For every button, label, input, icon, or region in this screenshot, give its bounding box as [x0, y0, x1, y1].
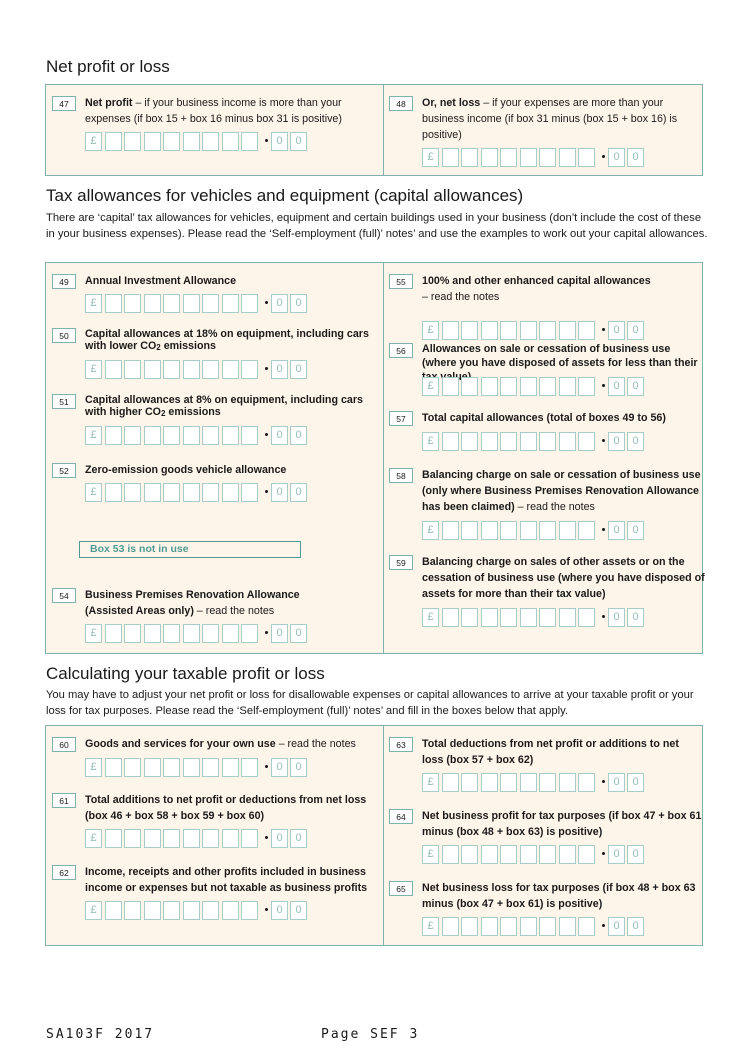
- pence-digit-cell[interactable]: 0: [271, 294, 288, 313]
- pounds-digit-cell[interactable]: [144, 758, 161, 777]
- pounds-digit-cell[interactable]: [461, 608, 478, 627]
- pounds-digit-cell[interactable]: [105, 758, 122, 777]
- pounds-digit-cell[interactable]: [500, 521, 517, 540]
- panel-capital-allowances: [45, 262, 703, 654]
- pounds-digit-cell[interactable]: [241, 901, 258, 920]
- pounds-digit-cell[interactable]: [105, 426, 122, 445]
- pounds-digit-cell[interactable]: [461, 321, 478, 340]
- box-number: 64: [389, 809, 413, 824]
- box-label: Total additions to net profit or deductions from net loss (box 46 + box 58 + box 59 + box 60): [85, 794, 367, 822]
- form-reference: SA103F 2017: [46, 1027, 155, 1042]
- pounds-digit-cell[interactable]: [442, 773, 459, 792]
- pounds-digit-cell[interactable]: [461, 845, 478, 864]
- pounds-digit-cell[interactable]: [442, 521, 459, 540]
- decimal-point: [265, 490, 268, 493]
- pounds-digit-cell[interactable]: [481, 377, 498, 396]
- pence-digit-cell[interactable]: 0: [271, 758, 288, 777]
- pounds-digit-cell[interactable]: [500, 917, 517, 936]
- pounds-digit-cell[interactable]: [163, 758, 180, 777]
- pounds-digit-cell[interactable]: [578, 773, 595, 792]
- box-label: Capital allowances at 8% on equipment, including cars with higher $CO_2$ emissions: [85, 394, 363, 418]
- pounds-digit-cell[interactable]: [124, 426, 141, 445]
- pence-digit-cell[interactable]: 0: [627, 321, 644, 340]
- decimal-point: [265, 301, 268, 304]
- pounds-digit-cell[interactable]: [539, 521, 556, 540]
- pounds-digit-cell[interactable]: [222, 360, 239, 379]
- pence-digit-cell[interactable]: 0: [290, 294, 307, 313]
- pounds-digit-cell[interactable]: [241, 132, 258, 151]
- decimal-point: [602, 615, 605, 618]
- pounds-digit-cell[interactable]: [124, 624, 141, 643]
- pounds-digit-cell[interactable]: [105, 901, 122, 920]
- pounds-digit-cell[interactable]: [539, 845, 556, 864]
- pence-digit-cell[interactable]: 0: [608, 377, 625, 396]
- pounds-digit-cell[interactable]: [520, 377, 537, 396]
- pound-sign-cell[interactable]: £: [422, 148, 439, 167]
- pounds-digit-cell[interactable]: [559, 377, 576, 396]
- pounds-digit-cell[interactable]: [163, 294, 180, 313]
- page-number: Page SEF 3: [321, 1027, 420, 1042]
- pence-digit-cell[interactable]: 0: [608, 845, 625, 864]
- pounds-digit-cell[interactable]: [241, 624, 258, 643]
- pounds-digit-cell[interactable]: [559, 432, 576, 451]
- pounds-digit-cell[interactable]: [183, 758, 200, 777]
- pounds-digit-cell[interactable]: [202, 360, 219, 379]
- section-heading-net-profit: Net profit or loss: [46, 57, 170, 76]
- pounds-digit-cell[interactable]: [124, 360, 141, 379]
- box-number: 47: [52, 96, 76, 111]
- pence-digit-cell[interactable]: 0: [608, 432, 625, 451]
- pence-digit-cell[interactable]: 0: [627, 773, 644, 792]
- pounds-digit-cell[interactable]: [500, 432, 517, 451]
- box-number: 57: [389, 411, 413, 426]
- box-label: Net business profit for tax purposes (if box 47 + box 61 minus (box 48 + box 63) is positive): [422, 810, 702, 838]
- pounds-digit-cell[interactable]: [578, 432, 595, 451]
- pounds-digit-cell[interactable]: [481, 773, 498, 792]
- pounds-digit-cell[interactable]: [222, 426, 239, 445]
- pounds-digit-cell[interactable]: [202, 829, 219, 848]
- pounds-digit-cell[interactable]: [202, 624, 219, 643]
- pounds-digit-cell[interactable]: [163, 483, 180, 502]
- box-number: 51: [52, 394, 76, 409]
- pounds-digit-cell[interactable]: [461, 521, 478, 540]
- pounds-digit-cell[interactable]: [163, 426, 180, 445]
- pounds-digit-cell[interactable]: [520, 521, 537, 540]
- pounds-digit-cell[interactable]: [500, 321, 517, 340]
- pounds-digit-cell[interactable]: [481, 521, 498, 540]
- pence-digit-cell[interactable]: 0: [290, 758, 307, 777]
- pounds-digit-cell[interactable]: [144, 624, 161, 643]
- pounds-digit-cell[interactable]: [442, 321, 459, 340]
- pence-digit-cell[interactable]: 0: [290, 132, 307, 151]
- pounds-digit-cell[interactable]: [578, 521, 595, 540]
- pounds-digit-cell[interactable]: [222, 624, 239, 643]
- pounds-digit-cell[interactable]: [520, 773, 537, 792]
- box-label: Total capital allowances (total of boxes 49 to 56): [422, 412, 666, 424]
- pounds-digit-cell[interactable]: [520, 432, 537, 451]
- pounds-digit-cell[interactable]: [183, 360, 200, 379]
- column-divider: [383, 726, 384, 945]
- box-label: Zero-emission goods vehicle allowance: [85, 464, 287, 476]
- pound-sign-cell[interactable]: £: [85, 901, 102, 920]
- pence-digit-cell[interactable]: 0: [271, 360, 288, 379]
- pounds-digit-cell[interactable]: [222, 758, 239, 777]
- pound-sign-cell[interactable]: £: [422, 917, 439, 936]
- pound-sign-cell[interactable]: £: [85, 426, 102, 445]
- box-number: 55: [389, 274, 413, 289]
- box-number: 62: [52, 865, 76, 880]
- pounds-digit-cell[interactable]: [124, 758, 141, 777]
- pound-sign-cell[interactable]: £: [85, 360, 102, 379]
- pounds-digit-cell[interactable]: [461, 148, 478, 167]
- decimal-point: [602, 155, 605, 158]
- pounds-digit-cell[interactable]: [461, 917, 478, 936]
- decimal-point: [602, 780, 605, 783]
- pounds-digit-cell[interactable]: [442, 148, 459, 167]
- pounds-digit-cell[interactable]: [105, 294, 122, 313]
- pounds-digit-cell[interactable]: [105, 132, 122, 151]
- box-number: 49: [52, 274, 76, 289]
- pounds-digit-cell[interactable]: [539, 773, 556, 792]
- decimal-point: [265, 433, 268, 436]
- pound-sign-cell[interactable]: £: [422, 432, 439, 451]
- pounds-digit-cell[interactable]: [500, 608, 517, 627]
- pounds-digit-cell[interactable]: [539, 321, 556, 340]
- pounds-digit-cell[interactable]: [183, 294, 200, 313]
- pounds-digit-cell[interactable]: [442, 377, 459, 396]
- pounds-digit-cell[interactable]: [222, 483, 239, 502]
- pounds-digit-cell[interactable]: [124, 829, 141, 848]
- pounds-digit-cell[interactable]: [500, 148, 517, 167]
- pounds-digit-cell[interactable]: [163, 624, 180, 643]
- pence-digit-cell[interactable]: 0: [608, 917, 625, 936]
- pound-sign-cell[interactable]: £: [422, 321, 439, 340]
- pounds-digit-cell[interactable]: [578, 148, 595, 167]
- pounds-digit-cell[interactable]: [202, 426, 219, 445]
- pounds-digit-cell[interactable]: [481, 321, 498, 340]
- box-number: 48: [389, 96, 413, 111]
- decimal-point: [602, 384, 605, 387]
- pounds-digit-cell[interactable]: [461, 773, 478, 792]
- pence-digit-cell[interactable]: 0: [271, 624, 288, 643]
- pounds-digit-cell[interactable]: [500, 773, 517, 792]
- pence-digit-cell[interactable]: 0: [627, 432, 644, 451]
- pounds-digit-cell[interactable]: [144, 483, 161, 502]
- box-number: 61: [52, 793, 76, 808]
- pounds-digit-cell[interactable]: [559, 521, 576, 540]
- section-heading-capital-allowances: Tax allowances for vehicles and equipment (capital allowances): [46, 186, 524, 205]
- pounds-digit-cell[interactable]: [124, 901, 141, 920]
- box-label: Capital allowances at 18% on equipment, including cars with lower $CO_2$ emissions: [85, 328, 369, 352]
- pence-digit-cell[interactable]: 0: [608, 608, 625, 627]
- box-label: Income, receipts and other profits included in business income or expenses but not taxable as business profits: [85, 866, 368, 894]
- pounds-digit-cell[interactable]: [539, 917, 556, 936]
- pounds-digit-cell[interactable]: [461, 377, 478, 396]
- box-number: 60: [52, 737, 76, 752]
- pounds-digit-cell[interactable]: [241, 360, 258, 379]
- pounds-digit-cell[interactable]: [202, 294, 219, 313]
- pounds-digit-cell[interactable]: [105, 624, 122, 643]
- pounds-digit-cell[interactable]: [241, 294, 258, 313]
- pounds-digit-cell[interactable]: [202, 483, 219, 502]
- pounds-digit-cell[interactable]: [481, 845, 498, 864]
- decimal-point: [265, 139, 268, 142]
- pound-sign-cell[interactable]: £: [422, 608, 439, 627]
- pounds-digit-cell[interactable]: [539, 377, 556, 396]
- pounds-digit-cell[interactable]: [559, 773, 576, 792]
- pounds-digit-cell[interactable]: [144, 829, 161, 848]
- panel-net-profit: [45, 84, 703, 176]
- box-label: Balancing charge on sale or cessation of business use (only where Business Premises Renovation Allowance has been claimed) – read the notes: [422, 469, 701, 513]
- pence-digit-cell[interactable]: 0: [608, 148, 625, 167]
- pence-digit-cell[interactable]: 0: [290, 624, 307, 643]
- pounds-digit-cell[interactable]: [481, 432, 498, 451]
- pounds-digit-cell[interactable]: [144, 294, 161, 313]
- pounds-digit-cell[interactable]: [144, 360, 161, 379]
- pound-sign-cell[interactable]: £: [422, 521, 439, 540]
- pounds-digit-cell[interactable]: [578, 608, 595, 627]
- pounds-digit-cell[interactable]: [105, 360, 122, 379]
- pence-digit-cell[interactable]: 0: [608, 521, 625, 540]
- decimal-point: [602, 528, 605, 531]
- box-label: 100% and other enhanced capital allowances – read the notes: [422, 275, 651, 303]
- pound-sign-cell[interactable]: £: [85, 132, 102, 151]
- pounds-digit-cell[interactable]: [481, 608, 498, 627]
- box-label: Allowances on sale or cessation of business use (where you have disposed of assets for less than their: [422, 343, 698, 369]
- pounds-digit-cell[interactable]: [124, 483, 141, 502]
- pence-digit-cell[interactable]: 0: [608, 773, 625, 792]
- pounds-digit-cell[interactable]: [539, 608, 556, 627]
- box-number: 50: [52, 328, 76, 343]
- pence-digit-cell[interactable]: 0: [290, 483, 307, 502]
- pounds-digit-cell[interactable]: [481, 148, 498, 167]
- pounds-digit-cell[interactable]: [202, 758, 219, 777]
- pounds-digit-cell[interactable]: [442, 845, 459, 864]
- pound-sign-cell[interactable]: £: [85, 624, 102, 643]
- pounds-digit-cell[interactable]: [442, 917, 459, 936]
- box-number: 63: [389, 737, 413, 752]
- pounds-digit-cell[interactable]: [578, 845, 595, 864]
- pounds-digit-cell[interactable]: [144, 132, 161, 151]
- pence-digit-cell[interactable]: 0: [271, 483, 288, 502]
- pounds-digit-cell[interactable]: [144, 901, 161, 920]
- decimal-point: [265, 367, 268, 370]
- pound-sign-cell[interactable]: £: [85, 483, 102, 502]
- decimal-point: [602, 852, 605, 855]
- pounds-digit-cell[interactable]: [222, 132, 239, 151]
- panel-taxable-profit: [45, 725, 703, 946]
- section-heading-taxable-profit: Calculating your taxable profit or loss: [46, 664, 325, 683]
- box-label: Net profit – if your business income is more than your expenses (if box 15 + box 16 minus box 31 is positive): [85, 97, 342, 125]
- pounds-digit-cell[interactable]: [124, 294, 141, 313]
- box-number: 58: [389, 468, 413, 483]
- pounds-digit-cell[interactable]: [124, 132, 141, 151]
- box-number: 56: [389, 343, 413, 358]
- column-divider: [383, 263, 384, 653]
- box-label: Annual Investment Allowance: [85, 275, 237, 287]
- pound-sign-cell[interactable]: £: [85, 758, 102, 777]
- box-label: Business Premises Renovation Allowance (Assisted Areas only) – read the notes: [85, 589, 300, 617]
- pounds-digit-cell[interactable]: [222, 829, 239, 848]
- pounds-digit-cell[interactable]: [500, 845, 517, 864]
- pounds-digit-cell[interactable]: [222, 901, 239, 920]
- pounds-digit-cell[interactable]: [520, 321, 537, 340]
- pounds-digit-cell[interactable]: [578, 321, 595, 340]
- pence-digit-cell[interactable]: 0: [271, 829, 288, 848]
- pounds-digit-cell[interactable]: [578, 917, 595, 936]
- pounds-digit-cell[interactable]: [559, 608, 576, 627]
- pounds-digit-cell[interactable]: [461, 432, 478, 451]
- pounds-digit-cell[interactable]: [163, 829, 180, 848]
- decimal-point: [265, 631, 268, 634]
- column-divider: [383, 85, 384, 175]
- pence-digit-cell[interactable]: 0: [627, 521, 644, 540]
- pound-sign-cell[interactable]: £: [422, 773, 439, 792]
- section-intro: There are ‘capital’ tax allowances for vehicles, equipment and certain buildings used in your business (don’t include the cost of these in your business expenses). Please read the ‘Self-employment (full)’ notes’ and use the examples to work out your capital allowances.: [46, 212, 708, 240]
- pound-sign-cell[interactable]: £: [85, 294, 102, 313]
- pounds-digit-cell[interactable]: [163, 901, 180, 920]
- pence-digit-cell[interactable]: 0: [271, 132, 288, 151]
- pence-digit-cell[interactable]: 0: [627, 608, 644, 627]
- box-number: 59: [389, 555, 413, 570]
- pounds-digit-cell[interactable]: [539, 148, 556, 167]
- box-label: Goods and services for your own use – read the notes: [85, 738, 356, 750]
- box-label: Total deductions from net profit or additions to net loss (box 57 + box 62): [422, 738, 679, 766]
- pounds-digit-cell[interactable]: [442, 608, 459, 627]
- pounds-digit-cell[interactable]: [520, 917, 537, 936]
- pounds-digit-cell[interactable]: [241, 829, 258, 848]
- pounds-digit-cell[interactable]: [559, 845, 576, 864]
- pounds-digit-cell[interactable]: [442, 432, 459, 451]
- pounds-digit-cell[interactable]: [144, 426, 161, 445]
- pounds-digit-cell[interactable]: [559, 321, 576, 340]
- pence-digit-cell[interactable]: 0: [627, 917, 644, 936]
- pounds-digit-cell[interactable]: [241, 758, 258, 777]
- pounds-digit-cell[interactable]: [183, 901, 200, 920]
- pounds-digit-cell[interactable]: [183, 483, 200, 502]
- pence-digit-cell[interactable]: 0: [627, 845, 644, 864]
- decimal-point: [265, 765, 268, 768]
- pounds-digit-cell[interactable]: [163, 360, 180, 379]
- box-label: Net business loss for tax purposes (if box 48 + box 63 minus (box 47 + box 61) is positive): [422, 882, 696, 910]
- pounds-digit-cell[interactable]: [520, 845, 537, 864]
- pence-digit-cell[interactable]: 0: [290, 360, 307, 379]
- pence-digit-cell[interactable]: 0: [290, 901, 307, 920]
- pound-sign-cell[interactable]: £: [422, 377, 439, 396]
- pence-digit-cell[interactable]: 0: [271, 901, 288, 920]
- box-label: Balancing charge on sales of other assets or on the cessation of business use (where you have disposed of assets for more than their tax value): [422, 556, 705, 600]
- pounds-digit-cell[interactable]: [520, 608, 537, 627]
- section-intro: You may have to adjust your net profit or loss for disallowable expenses or capital allowances to arrive at your taxable profit or your loss for tax purposes. Please read the ‘Self-employment (full)’ notes’ and fill in the boxes below that apply.: [46, 689, 694, 717]
- decimal-point: [265, 908, 268, 911]
- pounds-digit-cell[interactable]: [202, 901, 219, 920]
- pounds-digit-cell[interactable]: [481, 917, 498, 936]
- decimal-point: [602, 924, 605, 927]
- pounds-digit-cell[interactable]: [578, 377, 595, 396]
- pounds-digit-cell[interactable]: [163, 132, 180, 151]
- pence-digit-cell[interactable]: 0: [290, 426, 307, 445]
- decimal-point: [602, 439, 605, 442]
- pounds-digit-cell[interactable]: [202, 132, 219, 151]
- pence-digit-cell[interactable]: 0: [290, 829, 307, 848]
- pounds-digit-cell[interactable]: [241, 426, 258, 445]
- pounds-digit-cell[interactable]: [539, 432, 556, 451]
- box-number: 54: [52, 588, 76, 603]
- pound-sign-cell[interactable]: £: [85, 829, 102, 848]
- pounds-digit-cell[interactable]: [183, 829, 200, 848]
- pounds-digit-cell[interactable]: [241, 483, 258, 502]
- pounds-digit-cell[interactable]: [520, 148, 537, 167]
- pence-digit-cell[interactable]: 0: [608, 321, 625, 340]
- decimal-point: [265, 836, 268, 839]
- box-number: 65: [389, 881, 413, 896]
- pounds-digit-cell[interactable]: [500, 377, 517, 396]
- pounds-digit-cell[interactable]: [559, 148, 576, 167]
- pounds-digit-cell[interactable]: [183, 624, 200, 643]
- pounds-digit-cell[interactable]: [105, 483, 122, 502]
- pounds-digit-cell[interactable]: [222, 294, 239, 313]
- box-number: 52: [52, 463, 76, 478]
- pounds-digit-cell[interactable]: [105, 829, 122, 848]
- pence-digit-cell[interactable]: 0: [271, 426, 288, 445]
- pounds-digit-cell[interactable]: [183, 132, 200, 151]
- pounds-digit-cell[interactable]: [183, 426, 200, 445]
- decimal-point: [602, 328, 605, 331]
- pence-digit-cell[interactable]: 0: [627, 377, 644, 396]
- pound-sign-cell[interactable]: £: [422, 845, 439, 864]
- box-53-not-in-use: Box 53 is not in use: [79, 541, 301, 558]
- pounds-digit-cell[interactable]: [559, 917, 576, 936]
- pence-digit-cell[interactable]: 0: [627, 148, 644, 167]
- box-label: Or, net loss – if your expenses are more than your business income (if box 31 minus (box 15 + box 16) is positive): [422, 97, 678, 141]
